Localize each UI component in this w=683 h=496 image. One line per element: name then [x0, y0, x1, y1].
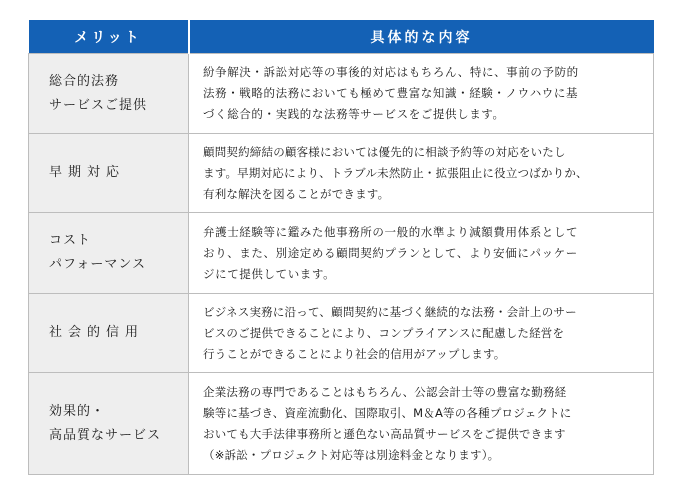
- merit-label: 社会的信用: [29, 294, 189, 373]
- table-row: [29, 213, 654, 294]
- table-row: [29, 373, 654, 475]
- merits-table: [28, 20, 654, 475]
- merit-label: 早期対応: [29, 134, 189, 213]
- header-merit: メリット: [29, 20, 189, 54]
- merit-description: 顧問契約締結の顧客様においては優先的に相談予約等の対応をいたし ます。早期対応により、トラブル未然防止・拡張阻止に役立つばかりか、 有利な解決を図ることができます。: [189, 134, 654, 213]
- table-row: [29, 294, 654, 373]
- merit-label: コスト パフォーマンス: [29, 213, 189, 294]
- merit-description: ビジネス実務に沿って、顧問契約に基づく継続的な法務・会計上のサー ビスのご提供できることにより、コンプライアンスに配慮した経営を 行うことができることにより社会的信用がアップします。: [189, 294, 654, 373]
- header-content: 具体的な内容: [189, 20, 654, 54]
- merit-description: 紛争解決・訴訟対応等の事後的対応はもちろん、特に、事前の予防的 法務・戦略的法務においても極めて豊富な知識・経験・ノウハウに基 づく総合的・実践的な法務等サービスをご提供します。: [189, 54, 654, 134]
- merit-description: 弁護士経験等に鑑みた他事務所の一般的水準より減額費用体系として おり、また、別途定める顧問契約プランとして、より安価にパッケー ジにて提供しています。: [189, 213, 654, 294]
- table-row: [29, 54, 654, 134]
- table-row: [29, 134, 654, 213]
- merit-label: 効果的・ 高品質なサービス: [29, 373, 189, 475]
- merit-description: 企業法務の専門であることはもちろん、公認会計士等の豊富な勤務経 験等に基づき、資産流動化、国際取引、M＆A等の各種プロジェクトに おいても大手法律事務所と遜色ない高品質サービスをご提供できます （※訴訟・プロジェクト対応等は別途料金となります）。: [189, 373, 654, 475]
- table-header-row: [29, 20, 654, 54]
- merit-label: 総合的法務 サービスご提供: [29, 54, 189, 134]
